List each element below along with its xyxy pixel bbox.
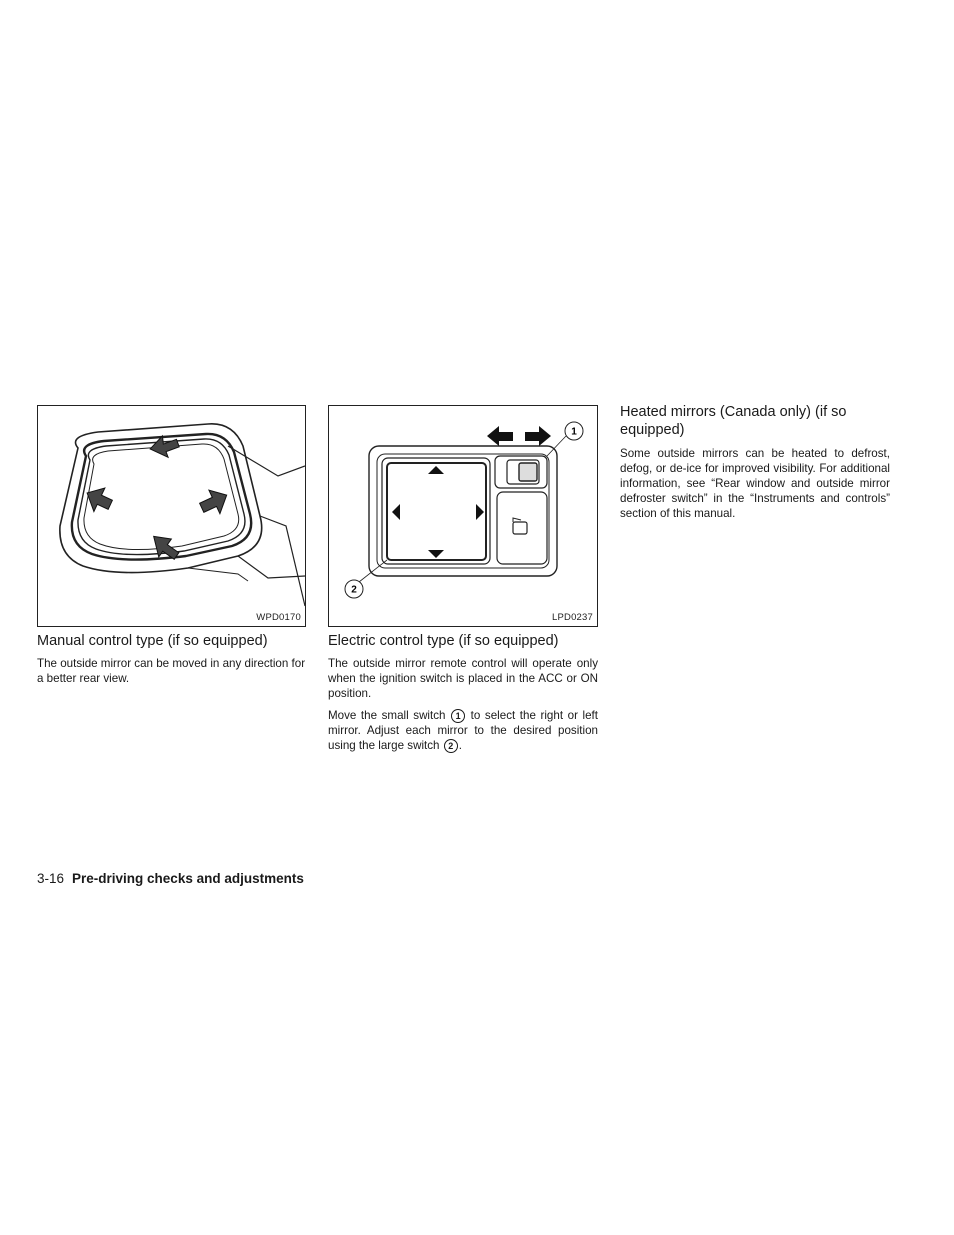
callout-2: 2 xyxy=(351,584,357,596)
section-heading: Manual control type (if so equipped) xyxy=(37,633,268,649)
body-paragraph: Some outside mirrors can be heated to defrost, defog, or de-ice for improved visibility. For additional information, see “Rear window and outside mirror defroster switch” in the “Instruments and controls” section of this manual. xyxy=(620,447,890,520)
paragraph-text: Move the small switch xyxy=(328,709,446,722)
left-right-arrow-icon xyxy=(487,426,551,446)
column-heated-mirrors xyxy=(620,403,890,521)
section-title: Pre-driving checks and adjustments xyxy=(72,871,304,886)
page-number: 3-16 xyxy=(37,871,65,886)
column-electric-control xyxy=(328,405,598,753)
paragraph-text: . xyxy=(458,739,462,752)
column-manual-control xyxy=(37,405,307,686)
circled-number-2: 2 xyxy=(444,739,458,753)
figure-manual-mirror xyxy=(37,405,306,627)
page-footer xyxy=(37,871,304,886)
section-heading: Electric control type (if so equipped) xyxy=(328,633,559,649)
body-paragraph: The outside mirror remote control will operate only when the ignition switch is placed in the ACC or ON position. xyxy=(328,657,598,700)
paragraph-text: to select the right or left mirror. Adjust each mirror to the desired position using the large switch xyxy=(328,709,598,752)
mirror-illustration xyxy=(38,406,305,626)
figure-electric-switch xyxy=(328,405,598,627)
section-heading: Heated mirrors (Canada only) (if so equipped) xyxy=(620,404,847,438)
callout-1: 1 xyxy=(571,426,577,438)
body-paragraph-switch xyxy=(328,708,598,753)
figure-code: WPD0170 xyxy=(256,612,301,623)
body-paragraph: The outside mirror can be moved in any direction for a better rear view. xyxy=(37,657,306,685)
circled-number-1: 1 xyxy=(451,709,465,723)
switch-illustration xyxy=(329,406,597,626)
figure-code: LPD0237 xyxy=(551,612,593,623)
